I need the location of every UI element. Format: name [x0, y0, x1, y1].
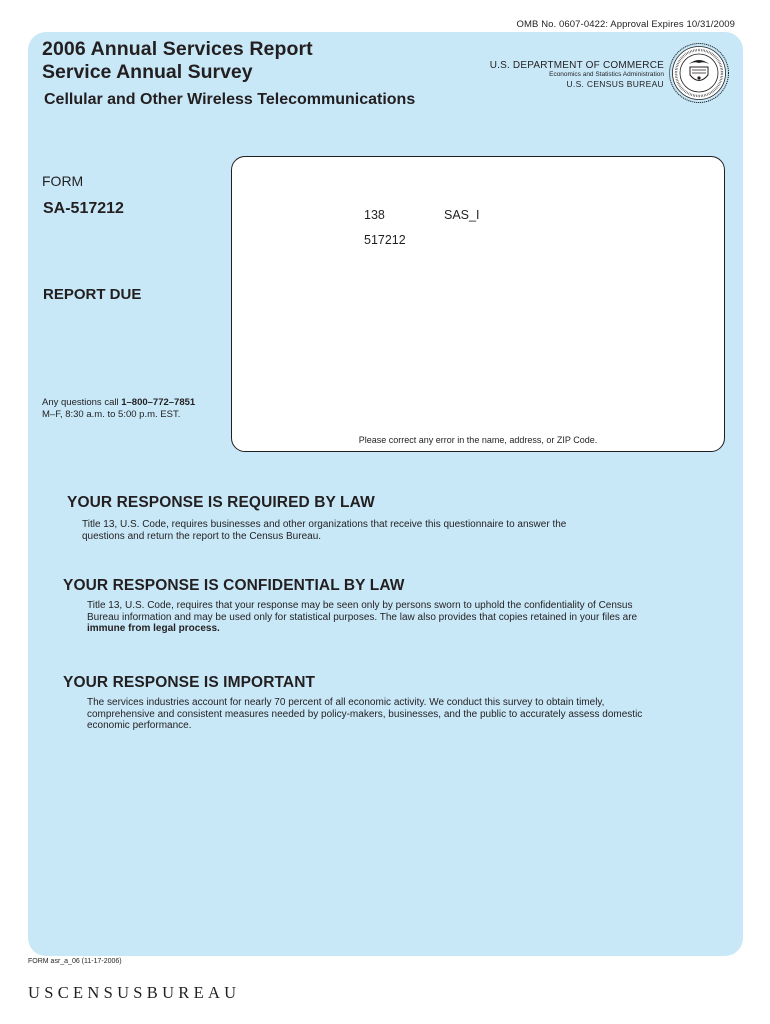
administration-name: Economics and Statistics Administration	[549, 71, 664, 78]
address-field-id: 138	[364, 208, 385, 222]
census-bureau-logo: USCENSUSBUREAU	[28, 983, 241, 1002]
required-by-law-text	[82, 519, 566, 542]
questions-prefix: Any questions call	[42, 397, 122, 408]
survey-title: Service Annual Survey	[42, 61, 253, 83]
form-code: FORM asr_a_06 (11-17-2006)	[28, 958, 122, 965]
office-hours: M–F, 8:30 a.m. to 5:00 p.m. EST.	[42, 409, 181, 420]
form-label: FORM	[42, 173, 84, 189]
important-line-3: economic performance.	[87, 720, 192, 731]
mailing-address-box	[231, 156, 725, 452]
confidential-line-3: immune from legal process.	[87, 623, 220, 634]
confidential-line-1: Title 13, U.S. Code, requires that your response may be seen only by persons sworn to uphold the confidentiality of Census	[87, 600, 633, 611]
required-by-law-heading: YOUR RESPONSE IS REQUIRED BY LAW	[67, 494, 375, 511]
questions-line	[42, 397, 195, 409]
report-title: 2006 Annual Services Report	[42, 38, 313, 60]
address-correction-note: Please correct any error in the name, address, or ZIP Code.	[358, 435, 598, 445]
required-line-2: questions and return the report to the Census Bureau.	[82, 530, 322, 542]
bureau-name: U.S. CENSUS BUREAU	[566, 78, 664, 89]
department-name: U.S. DEPARTMENT OF COMMERCE	[489, 60, 664, 71]
census-seal-icon	[668, 42, 730, 104]
important-line-2: comprehensive and consistent measures needed by policy-makers, businesses, and the public to accurately assess domestic	[87, 708, 643, 720]
important-heading: YOUR RESPONSE IS IMPORTANT	[63, 674, 316, 691]
address-field-naics: 517212	[364, 233, 406, 247]
form-number: SA-517212	[43, 200, 124, 217]
confidential-heading: YOUR RESPONSE IS CONFIDENTIAL BY LAW	[63, 577, 405, 594]
phone-number: 1–800–772–7851	[121, 397, 196, 408]
agency-block	[490, 61, 664, 88]
report-due-label: REPORT DUE	[43, 286, 142, 303]
important-line-1: The services industries account for nearly 70 percent of all economic activity. We conduct this survey to obtain timely,	[87, 697, 605, 708]
important-text	[87, 697, 642, 732]
questions-contact	[42, 397, 195, 421]
address-field-code: SAS_I	[444, 208, 480, 222]
industry-subtitle: Cellular and Other Wireless Telecommunications	[44, 91, 416, 108]
omb-approval-notice: OMB No. 0607-0422: Approval Expires 10/31/2009	[516, 19, 735, 30]
confidential-text	[87, 600, 637, 635]
required-line-1: Title 13, U.S. Code, requires businesses and other organizations that receive this questionnaire to answer the	[82, 519, 567, 530]
confidential-line-2: Bureau information and may be used only for statistical purposes. The law also provides that copies retained in your files are	[87, 611, 638, 623]
